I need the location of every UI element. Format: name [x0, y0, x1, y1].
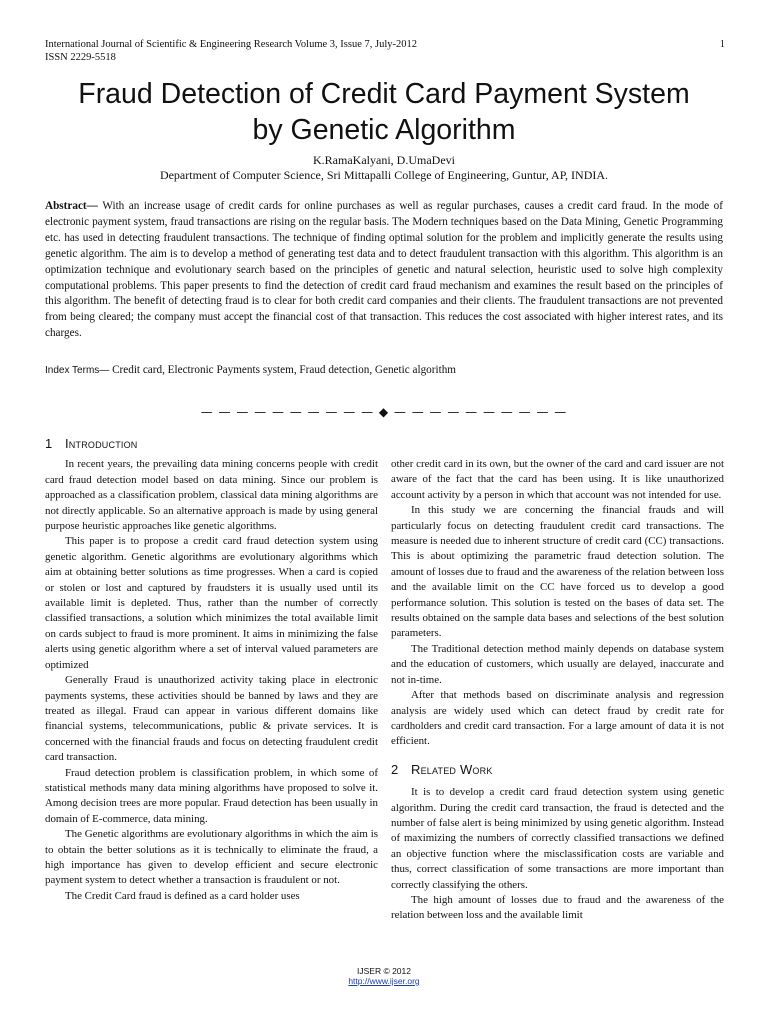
abstract-text: With an increase usage of credit cards for online purchases as well as regular purchases, causes a credit card fraud. In the mode of electronic payment system, fraud transactions are rising on the regular basis. The Modern techniques based on the Data Mining, Genetic Programming etc. has used in detecting fraudulent transactions. The technique of finding optimal solution for the problem and implicitly generate the results using genetic algorithm. The aim is to develop a method of generating test data and to detect fraudulent transaction with this algorithm. This algorithm is an optimization technique and evolutionary search based on the principles of genetic and natural selection, heuristic used to solve high complexity computational problems. This paper presents to find the detection of credit card fraud mechanism and examines the result based on the principles of this algorithm. The benefit of detecting fraud is to clear for both credit card companies and their clients. The fraudulent transactions are not prevented from being cleared; the company must accept the financial cost of that transaction. This reduces the cost associated with higher interest rates, and its charges. — [45, 200, 723, 340]
section-number: 1 — [45, 436, 53, 451]
section-title: Related Work — [411, 761, 493, 777]
section-separator: — — — — — — — — — — ◆ — — — — — — — — — — — [200, 405, 568, 419]
paragraph: After that methods based on discriminate analysis and regression analysis are widely used which can detect fraud by credit rate for cardholders and credit card transaction. For a large amount of data it is not efficient. — [391, 689, 724, 748]
page-footer — [0, 966, 768, 986]
abstract: Abstract— With an increase usage of credit cards for online purchases as well as regular purchases, causes a credit card fraud. In the mode of electronic payment system, fraud transactions are rising on the regular basis. The Modern techniques based on the Data Mining, Genetic Programming etc. has used in detecting fraudulent transactions. The technique of finding optimal solution for the problem and implicitly generate the results using genetic algorithm. The aim is to develop a method of generating test data and to detect fraudulent transaction with this algorithm. This algorithm is an optimization technique and evolutionary search based on the principles of genetic and natural selection, heuristic used to solve high complexity computational problems. This paper presents to find the detection of credit card fraud mechanism and examines the result based on the principles of this algorithm. The benefit of detecting fraud is to clear for both credit card companies and their clients. The fraudulent transactions are not prevented from being cleared; the company must accept the financial cost of that transaction. This reduces the cost associated with higher interest rates, and its charges. — [45, 200, 723, 340]
section-number: 2 — [391, 761, 399, 777]
index-terms: Index Terms— Credit card, Electronic Payments system, Fraud detection, Genetic algorithm — [45, 364, 456, 376]
abstract-label: Abstract — [45, 200, 87, 212]
section-heading-introduction — [45, 436, 378, 451]
paragraph: This paper is to propose a credit card fraud detection system using genetic algorithm. Genetic algorithms are evolutionary algorithms which aim at obtaining better solutions as time progresses. When a card is copied or stolen or lost and captured by fraudsters it is usually used until its available limit is depleted. Thus, rather than the number of correctly classified transactions, a solution which minimizes the total available limit on cards subject to fraud is more prominent. It aims in minimizing the false alerts using genetic algorithm where a set of interval valued parameters are optimized — [45, 535, 378, 671]
running-header — [45, 38, 725, 64]
paragraph: The Traditional detection method mainly depends on database system and the education of customers, which usually are delayed, inaccurate and not in-time. — [391, 642, 724, 686]
paragraph: In recent years, the prevailing data mining concerns people with credit card fraud detection model based on data mining. Since our problem is approached as a classification problem, classical data mining algorithms are not directly applicable. So an alternative approach is made by using general purpose heuristic approaches like genetic algorithms. — [45, 458, 378, 533]
copyright: IJSER © 2012 — [357, 966, 411, 976]
section-heading-related-work — [391, 762, 724, 777]
paragraph: The Credit Card fraud is defined as a card holder uses — [65, 889, 300, 902]
paragraph: The high amount of losses due to fraud and the awareness of the relation between loss and the available limit — [391, 893, 724, 922]
paragraph: Fraud detection problem is classification problem, in which some of statistical methods many data mining algorithms have proposed to solve it. Among decision trees are more popular. Fraud detection has been usually in domain of E-commerce, data mining. — [45, 766, 378, 825]
author-names: K.RamaKalyani, D.UmaDevi — [313, 153, 455, 167]
issn: ISSN 2229-5518 — [45, 52, 116, 63]
paragraph: It is to develop a credit card fraud detection system using genetic algorithm. During the credit card transaction, the fraud is detected and the number of false alert is being minimized by using genetic algorithm. Instead of maximizing the numbers of correctly classified transactions we defined an objective function where the misclassification costs are variable and thus, correct classification of some transactions are more important than correctly classifying the others. — [391, 786, 724, 891]
paper-title — [30, 76, 738, 148]
affiliation: Department of Computer Science, Sri Mittapalli College of Engineering, Guntur, AP, INDIA. — [159, 168, 609, 182]
left-column — [45, 436, 378, 904]
paragraph: The Genetic algorithms are evolutionary algorithms in which the aim is to obtain the better solutions as it is technically to eliminate the fraud, a high importance has given to develop efficient and secure electronic payment system to detect whether a transaction is fraudulent or not. — [45, 828, 378, 887]
title-line-2: by Genetic Algorithm — [252, 114, 516, 146]
journal-url-link[interactable]: http://www.ijser.org — [348, 976, 420, 986]
right-column — [391, 457, 724, 924]
index-terms-text: Credit card, Electronic Payments system, Fraud detection, Genetic algorithm — [112, 364, 456, 376]
paragraph: Generally Fraud is unauthorized activity taking place in electronic payments systems, these activities should be banned by laws and they are treated as illegal. Fraud can appear in various different domains like financial systems, telecommunications, public & private services. It is concerned with the financial frauds and focus on detecting fraudulent credit card transaction. — [45, 674, 378, 764]
journal-name: International Journal of Scientific & Engineering Research Volume 3, Issue 7, July-2012 — [45, 39, 417, 50]
index-terms-label: Index Terms — [45, 365, 100, 376]
paragraph: other credit card in its own, but the owner of the card and card issuer are not aware of the fact that the card has been using. It is like unauthorized account activity by a person in which that account was not intended for use. — [391, 458, 724, 501]
title-line-1: Fraud Detection of Credit Card Payment System — [78, 78, 690, 110]
author-block — [30, 153, 738, 183]
paragraph: In this study we are concerning the financial frauds and will particularly focus on detecting fraudulent credit card transactions. The measure is needed due to inherent structure of credit card (CC) transactions. This is about optimizing the parametric fraud detection solution. The amount of losses due to fraud and the awareness of the relation between loss and the available limit on the CC have forced us to develop a good performance solution. This solution is tested on the bases of data set. The results obtained on the sample data bases and selections of the best solution parameters. — [391, 504, 724, 640]
page-number: 1 — [719, 39, 725, 50]
section-title: Introduction — [65, 436, 138, 451]
